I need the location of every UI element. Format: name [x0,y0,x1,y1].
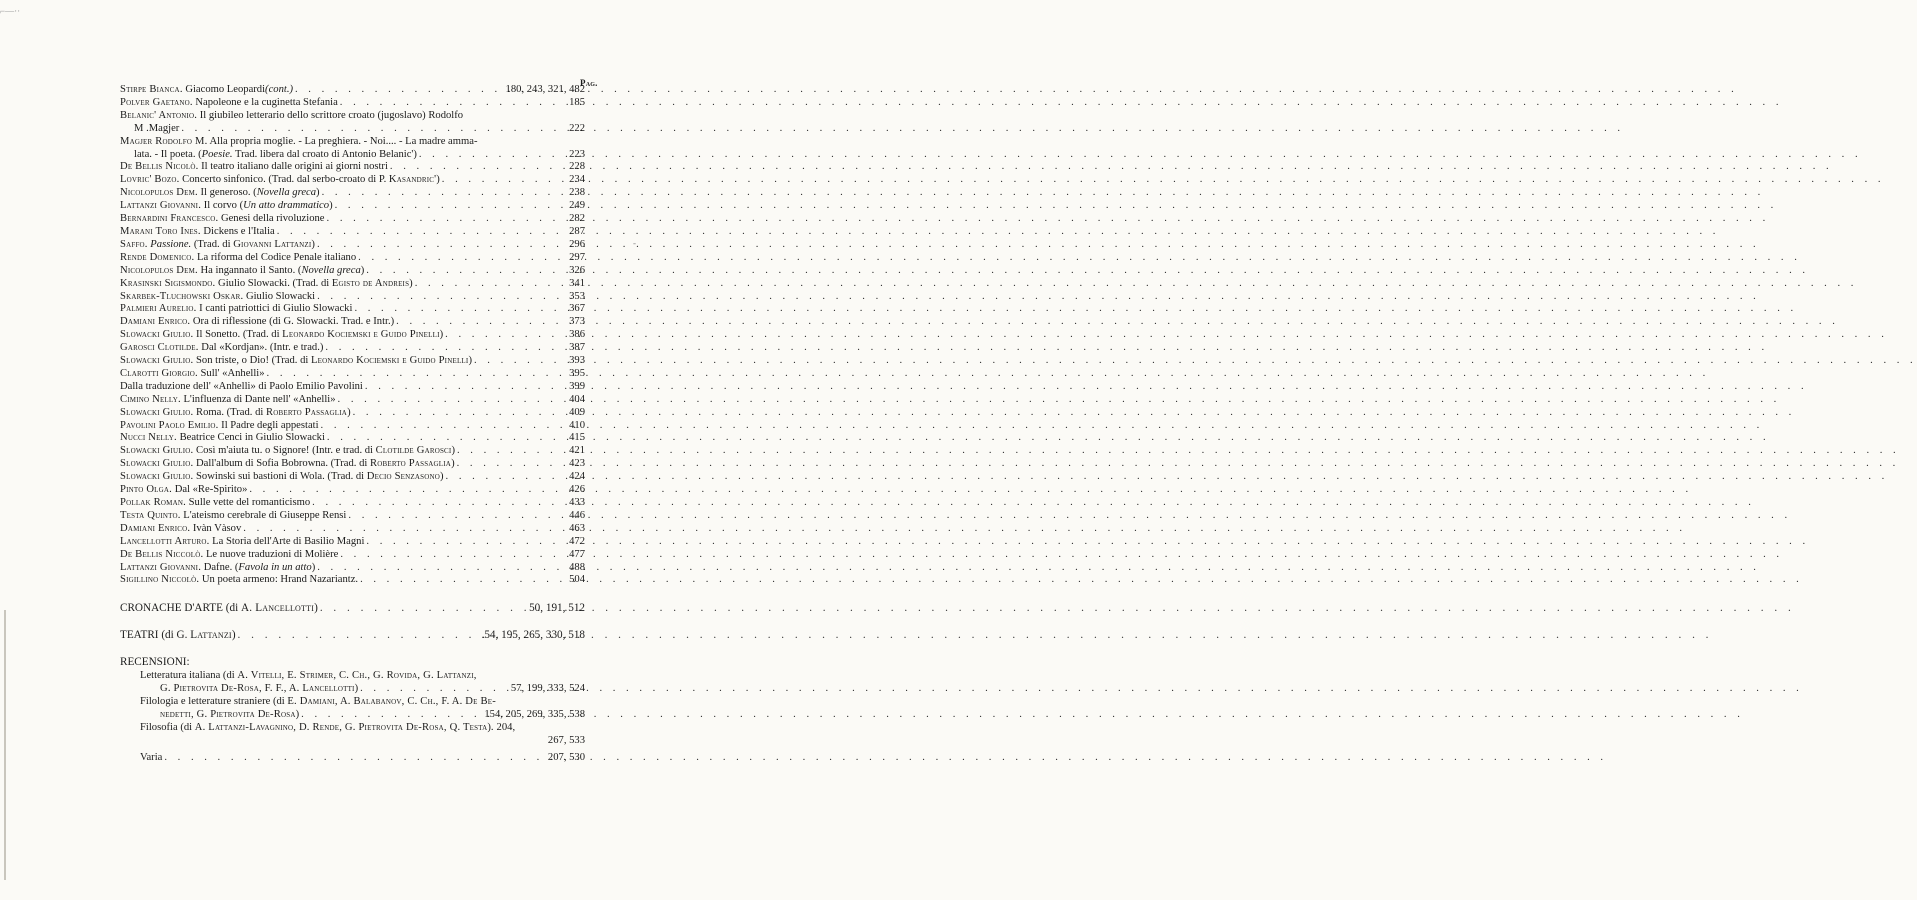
toc-entry: Slowacki Giulio. Dall'album di Sofia Bobrowna. (Trad. di Roberto Passaglia) . . . 423 [120,458,585,471]
entry-title: Genesi della rivoluzione [220,213,325,225]
entry-title: L'influenza di Dante nell' «Anhelli» [183,393,336,405]
entry-author: Lovric' Bozo. [120,174,180,186]
entry-title: Il teatro italiano dalle origini ai giorni nostri [201,161,388,173]
toc-entry [120,523,585,536]
entry-pages: 282 [569,213,585,225]
entry-author: Slowacki Giulio. [120,355,194,367]
toc-entry [120,226,585,239]
entry-author: De Bellis Nicolò. [120,161,199,173]
toc-entry [120,432,585,445]
entry-author: Marani Toro Ines. [120,225,201,237]
entry-pages: 287 [569,225,585,237]
toc-entries [120,84,585,587]
entry-author: Pinto Olga. [120,484,173,496]
toc-entry [120,549,585,562]
entry-pages: 367 [569,303,585,315]
entry-author: Nicolopulos Dem. [120,187,198,199]
entry-author: Damiani Enrico. [120,522,191,534]
toc-entry: Krasinski Sigismondo. Giulio Slowacki. (Trad. di Egisto de Andreis) . . . 341 [120,278,585,291]
entry-author: Rende Domenico. [120,251,195,263]
toc-entry [120,342,585,355]
entry-author: Stirpe Bianca. [120,84,183,95]
entry-pages: 415 [569,432,585,444]
entry-author: Lancellotti Arturo. [120,535,210,547]
toc-entry: Nicolopulos Dem. Il generoso. (Novella greca) . . . 238 [120,187,585,200]
entry-author: Saffo. [120,238,148,250]
entry-pages: 353 [569,290,585,302]
entry-pages: 326 [569,264,585,276]
recensioni-filologia: Filologia e letterature straniere (di E. Damiani, A. Balabanov, C. Ch., F. A. De Be- nedetti, G. Pietrovita De-Rosa) . . . 154, 205, 269, 335, 538 [120,696,585,722]
toc-entry: Lattanzi Giovanni. Il corvo (Un atto drammatico) . . . 249 [120,200,585,213]
entry-pages: 386 [569,329,585,341]
entry-pages: 477 [569,548,585,560]
entry-pages: 409 [569,406,585,418]
toc-entry: Magjer Rodolfo M. Alla propria moglie. - La preghiera. - Noi.... - La madre amma- lata. - Il poeta. (Poesie. Trad. libera dal croato di Antonio Belanic') . . . 223 [120,136,585,162]
toc-entry: Stirpe Bianca. Giacomo Leopardi(cont.) . . . 180, 243, 321, 482 [120,84,585,97]
recensioni-letteratura: Letteratura italiana (di A. Vitelli, E. Strimer, C. Ch., G. Rovida, G. Lattanzi, G. Pietrovita De-Rosa, F. F., A. Lancellotti) . . . 57, 199, 333, 524 [120,670,585,696]
side-scan-mark: - [633,238,636,248]
entry-pages: 228 [569,161,585,173]
entry-pages: 472 [569,535,585,547]
entry-title: Così m'aiuta tu. o Signore! (Intr. e trad. di [196,445,376,457]
entry-author: Damiani Enrico. [120,316,191,328]
toc-entry: Saffo. Passione. (Trad. di Giovanni Lattanzi) . . . 296 [120,239,585,252]
toc-entry [120,368,585,381]
entry-pages: 341 [569,277,585,289]
entry-title: Ora di riflessione (di G. Slowacki. Trad. e Intr.) [192,316,395,328]
entry-pages: 249 [569,200,585,212]
toc-entry: Belanic' Antonio. Il giubileo letterario dello scrittore croato (jugoslavo) Rodolfo M .Magjer . . . 222 [120,110,585,136]
entry-title: Sulle vette del romanticismo [188,497,311,508]
entry-title: Napoleone e la cuginetta Stefania [195,96,338,108]
entry-pages: 297 [569,251,585,263]
entry-pages: 463 [569,522,585,534]
entry-title: La Storia dell'Arte di Basilio Magni [212,535,365,547]
entry-title: Giulio Slowacki. (Trad. di [218,277,332,289]
entry-pages: 446 [569,509,585,521]
entry-title: Sowinski sui bastioni di Wola. (Trad. di [196,471,367,483]
entry-title: Roma. (Trad. di [196,406,266,418]
entry-pages: 296 [569,238,585,250]
corner-scan-mark: ⌐—·· [0,6,21,16]
entry-pages: 222 [569,122,585,134]
toc-entry [120,381,585,394]
entry-title: Sull' «Anhelli» [200,367,265,379]
entry-author: Garosci Clotilde. [120,342,199,354]
entry-author: Testa Quinto. [120,509,181,521]
entry-title: Dalla traduzione dell' «Anhelli» di Paolo Emilio Pavolini [120,380,363,392]
toc-entry [120,484,585,497]
entry-pages: 488 [569,561,585,573]
entry-author: De Bellis Niccolò. [120,548,204,560]
toc-entry: Nicolopulos Dem. Ha ingannato il Santo. (Novella greca) . . . 326 [120,265,585,278]
entry-pages: 223 [569,148,585,160]
entry-pages: 426 [569,484,585,496]
table-of-contents [120,84,585,764]
toc-entry [120,536,585,549]
entry-pages: 395 [569,367,585,379]
entry-author: Slowacki Giulio. [120,471,194,483]
entry-author: Magjer Rodolfo M. [120,135,208,147]
entry-author: Cimino Nelly. [120,393,181,405]
toc-entry [120,394,585,407]
entry-pages: 393 [569,355,585,367]
teatri-entry: TEATRI (di G. Lattanzi) . . . .54, 195, 265, 330, 518 [120,629,585,642]
entry-author: Nucci Nelly. [120,432,177,444]
entry-title: Il giubileo letterario dello scrittore croato (jugoslavo) Rodolfo [199,109,464,121]
entry-pages: 387 [569,342,585,354]
toc-entry: Slowacki Giulio. Sowinski sui bastioni di Wola. (Trad. di Decio Senzasono) . . . 424 [120,471,585,484]
toc-entry: Slowacki Giulio. Il Sonetto. (Trad. di Leonardo Kociemski e Guido Pinelli) . . . 386 [120,329,585,342]
toc-entry: Slowacki Giulio. Roma. (Trad. di Roberto Passaglia) . . . 409 [120,407,585,420]
toc-entry [120,420,585,433]
entry-pages: 421 [569,445,585,457]
entry-title: Il Sonetto. (Trad. di [196,329,283,341]
recensioni-heading: RECENSIONI: [120,656,190,669]
entry-author: Palmieri Aurelio. [120,303,197,315]
entry-pages: 185 [569,96,585,108]
entry-title: Dall'album di Sofia Bobrowna. (Trad. di [196,458,370,470]
entry-pages: 404 [569,393,585,405]
entry-pages: 504 [569,574,585,586]
toc-entry [120,97,585,110]
entry-pages: 180, 243, 321, 482 [505,84,585,95]
entry-title: I canti patriottici di Giulio Slowacki [199,303,353,315]
entry-author: Sigillino Niccolò. [120,574,200,586]
entry-pages: 238 [569,187,585,199]
entry-title: La riforma del Codice Penale italiano [197,251,357,263]
cronache-entry: CRONACHE D'ARTE (di A. Lancellotti) . . . 50, 191, 512 [120,602,585,615]
entry-author: Belanic' Antonio. [120,109,198,121]
margin-scan-line [4,610,6,880]
entry-title: Dickens e l'Italia [203,225,275,237]
toc-entry: Slowacki Giulio. Così m'aiuta tu. o Signore! (Intr. e trad. di Clotilde Garosci) . . . 421 [120,445,585,458]
teatri-pages: .54, 195, 265, 330, 518 [481,629,585,642]
entry-title: Ha ingannato il Santo. ( [200,264,302,276]
toc-entry [120,252,585,265]
entry-pages: 234 [569,174,585,186]
toc-entry: Lovric' Bozo. Concerto sinfonico. (Trad. dal serbo-croato di P. Kasandric') . . . 234 [120,174,585,187]
entry-title: Il corvo ( [203,200,244,212]
toc-entry [120,316,585,329]
entry-author: Pollak Roman. [120,497,186,508]
entry-author: Lattanzi Giovanni. [120,200,202,212]
entry-title: Dafne. ( [203,561,239,573]
toc-entry [120,510,585,523]
toc-entry [120,291,585,304]
entry-title: Le nuove traduzioni di Molière [205,548,339,560]
entry-author: Polver Gaetano. [120,96,193,108]
toc-entry [120,213,585,226]
entry-author: Bernardini Francesco. [120,213,219,225]
entry-title: Il Padre degli appestati [221,419,319,431]
entry-title: L'ateismo cerebrale di Giuseppe Rensi [183,509,347,521]
entry-title: Alla propria moglie. - La preghiera. - Noi.... - La madre amma- [209,135,478,147]
entry-author: Slowacki Giulio. [120,406,194,418]
toc-entry: Slowacki Giulio. Son triste, o Dio! (Trad. di Leonardo Kociemski e Guido Pinelli) . . . 393 [120,355,585,368]
entry-title: Dal «Re-Spirito» [174,484,248,496]
entry-pages: 399 [569,380,585,392]
entry-title: Il generoso. ( [200,187,257,199]
entry-title: Dal «Kordjan». (Intr. e trad.) [201,342,324,354]
entry-title: Beatrice Cenci in Giulio Slowacki [179,432,325,444]
toc-entry [120,497,585,510]
entry-title: Giulio Slowacki [245,290,316,302]
entry-title: Giacomo Leopardi [185,84,266,95]
toc-entry [120,303,585,316]
recensioni-filosofia: Filosofia (di A. Lattanzi-Lavagnino, D. Rende, G. Pietrovita De-Rosa, Q. Testa). 204, 267, 533 [140,721,585,746]
recensioni-varia: Varia . . . 207, 530 [120,752,585,765]
toc-entry: Lattanzi Giovanni. Dafne. (Favola in un atto) . . . 488 [120,562,585,575]
cronache-pages: 50, 191, 512 [529,602,585,615]
entry-title: Ivàn Vàsov [192,522,242,534]
entry-author: Lattanzi Giovanni. [120,561,202,573]
entry-title: Un poeta armeno: Hrand Nazariantz. [201,574,359,586]
entry-pages: 373 [569,316,585,328]
entry-pages: 424 [569,471,585,483]
entry-author: Nicolopulos Dem. [120,264,198,276]
entry-pages: 423 [569,458,585,470]
entry-author: Pavolini Paolo Emilio. [120,419,219,431]
page-column-label: Pag. [580,78,598,88]
entry-author: Clarotti Giorgio. [120,367,198,379]
entry-author: Skarbek-Tluchowski Oskar. [120,290,244,302]
entry-author: Slowacki Giulio. [120,445,194,457]
entry-title: Concerto sinfonico. (Trad. dal serbo-croato di P. [182,174,389,186]
entry-author: Slowacki Giulio. [120,458,194,470]
entry-pages: 410 [569,419,585,431]
toc-entry [120,161,585,174]
entry-author: Krasinski Sigismondo. [120,277,216,289]
entry-author: Slowacki Giulio. [120,329,194,341]
entry-pages: 433 [569,497,585,508]
entry-title: Son triste, o Dio! (Trad. di [196,355,311,367]
toc-entry [120,574,585,587]
